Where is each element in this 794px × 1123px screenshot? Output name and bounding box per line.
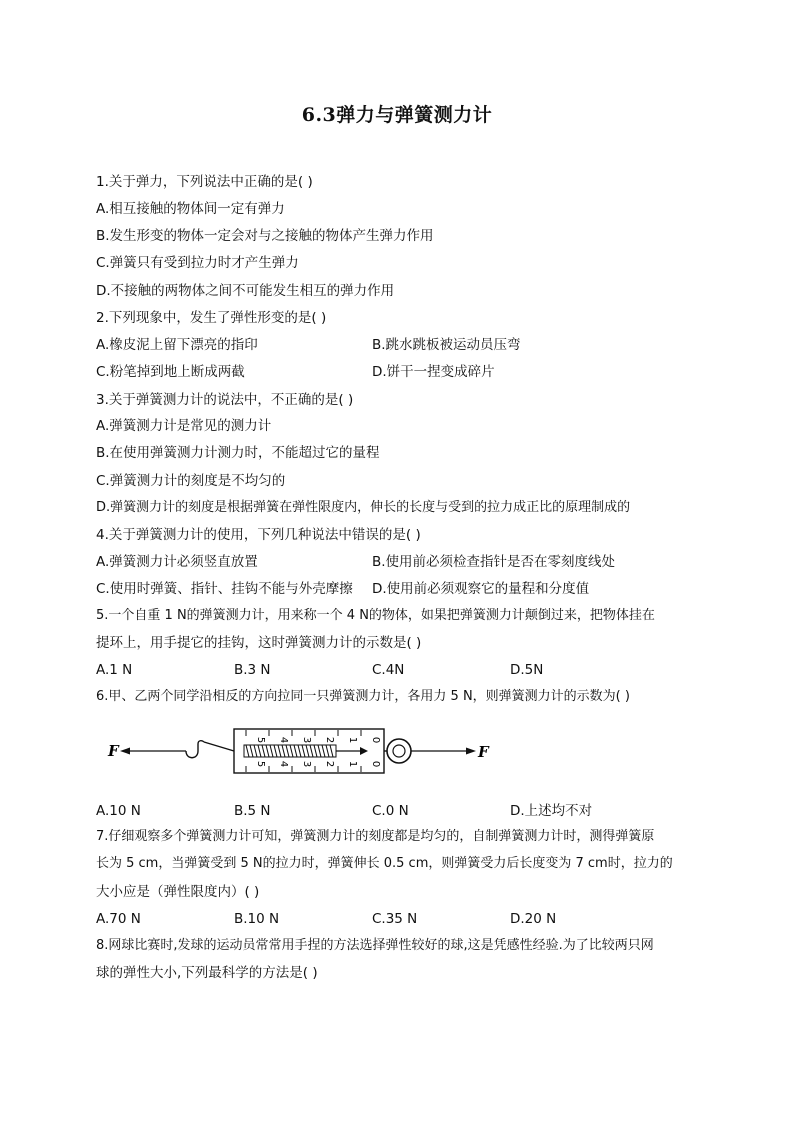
question-4-option-c: C.使用时弹簧、指针、挂钩不能与外壳摩擦 xyxy=(96,581,353,597)
scale-label-0-bottom: 0 xyxy=(370,760,381,768)
question-2-option-d: D.饼干一捏变成碎片 xyxy=(372,364,495,380)
page-title: 6.3弹力与弹簧测力计 xyxy=(301,104,493,126)
question-1-option-d: D.不接触的两物体之间不可能发生相互的弹力作用 xyxy=(96,283,395,299)
scale-label-5-bottom: 5 xyxy=(255,760,266,768)
question-3-option-b: B.在使用弹簧测力计测力时，不能超过它的量程 xyxy=(96,445,380,461)
question-6-option-a: A.10 N xyxy=(96,803,141,819)
scale-label-0-top: 0 xyxy=(370,736,381,744)
question-5-stem-line-1: 5.一个自重 1 N的弹簧测力计，用来称一个 4 N的物体，如果把弹簧测力计颠倒过来，把物体挂在 xyxy=(96,608,655,623)
question-3-stem: 3.关于弹簧测力计的说法中，不正确的是( ) xyxy=(96,392,354,408)
question-7-option-b: B.10 N xyxy=(234,911,280,927)
question-6-option-d: D.上述均不对 xyxy=(510,803,593,819)
question-4-stem: 4.关于弹簧测力计的使用，下列几种说法中错误的是( ) xyxy=(96,527,421,543)
question-8-stem-line-1: 8.网球比赛时,发球的运动员常常用手捏的方法选择弹性较好的球,这是凭感性经验.为了比较两只网 xyxy=(96,938,654,953)
question-5-option-b: B.3 N xyxy=(234,662,271,678)
question-2-option-b: B.跳水跳板被运动员压弯 xyxy=(372,337,521,353)
scale-label-1-bottom: 1 xyxy=(347,760,358,768)
question-7-stem-line-3: 大小应是（弹性限度内）( ) xyxy=(96,884,260,900)
question-6-option-c: C.0 N xyxy=(372,803,409,819)
force-label-right: F xyxy=(478,743,489,761)
question-4-option-d: D.使用前必须观察它的量程和分度值 xyxy=(372,581,590,597)
right-arrow-head xyxy=(466,748,476,755)
question-1-option-c: C.弹簧只有受到拉力时才产生弹力 xyxy=(96,255,299,271)
question-1-option-a: A.相互接触的物体间一定有弹力 xyxy=(96,201,285,217)
question-2-option-a: A.橡皮泥上留下漂亮的指印 xyxy=(96,337,258,353)
question-5-option-a: A.1 N xyxy=(96,662,133,678)
question-3-option-d: D.弹簧测力计的刻度是根据弹簧在弹性限度内，伸长的长度与受到的拉力成正比的原理制成的 xyxy=(96,500,631,515)
question-1-option-b: B.发生形变的物体一定会对与之接触的物体产生弹力作用 xyxy=(96,228,434,244)
question-7-option-c: C.35 N xyxy=(372,911,418,927)
question-6-option-b: B.5 N xyxy=(234,803,271,819)
question-7-stem-line-2: 长为 5 cm，当弹簧受到 5 N的拉力时，弹簧伸长 0.5 cm，则弹簧受力后长度变为 7 cm时，拉力的 xyxy=(96,856,673,871)
ring-inner xyxy=(393,745,405,757)
scale-label-3-top: 3 xyxy=(301,736,312,744)
scale-label-2-bottom: 2 xyxy=(324,760,335,768)
scale-label-4-top: 4 xyxy=(278,736,289,744)
question-2-stem: 2.下列现象中，发生了弹性形变的是( ) xyxy=(96,310,327,326)
scale-label-3-bottom: 3 xyxy=(301,760,312,768)
question-8-stem-line-2: 球的弹性大小,下列最科学的方法是( ) xyxy=(96,965,318,981)
question-5-option-d: D.5N xyxy=(510,662,544,678)
question-5-stem-line-2: 提环上，用手提它的挂钩，这时弹簧测力计的示数是( ) xyxy=(96,635,422,651)
left-arrow-head xyxy=(120,748,130,755)
force-label-left: F xyxy=(108,742,119,760)
hook-icon xyxy=(186,741,204,758)
question-7-option-d: D.20 N xyxy=(510,911,557,927)
question-7-option-a: A.70 N xyxy=(96,911,141,927)
question-3-option-c: C.弹簧测力计的刻度是不均匀的 xyxy=(96,473,286,489)
scale-label-5-top: 5 xyxy=(255,736,266,744)
scale-label-2-top: 2 xyxy=(324,736,335,744)
spring-scale-figure xyxy=(106,720,506,784)
question-4-option-b: B.使用前必须检查指针是否在零刻度线处 xyxy=(372,554,616,570)
question-2-option-c: C.粉笔掉到地上断成两截 xyxy=(96,364,245,380)
scale-label-1-top: 1 xyxy=(347,736,358,744)
question-6-stem: 6.甲、乙两个同学沿相反的方向拉同一只弹簧测力计，各用力 5 N，则弹簧测力计的示数为( ) xyxy=(96,689,630,704)
question-4-option-a: A.弹簧测力计必须竖直放置 xyxy=(96,554,258,570)
ring-icon xyxy=(387,739,411,763)
question-5-option-c: C.4N xyxy=(372,662,405,678)
hook-rod xyxy=(204,742,234,751)
question-3-option-a: A.弹簧测力计是常见的测力计 xyxy=(96,418,272,434)
question-1-stem: 1.关于弹力，下列说法中正确的是( ) xyxy=(96,174,313,190)
question-7-stem-line-1: 7.仔细观察多个弹簧测力计可知，弹簧测力计的刻度都是均匀的，自制弹簧测力计时，测得弹簧原 xyxy=(96,829,655,844)
scale-label-4-bottom: 4 xyxy=(278,760,289,768)
